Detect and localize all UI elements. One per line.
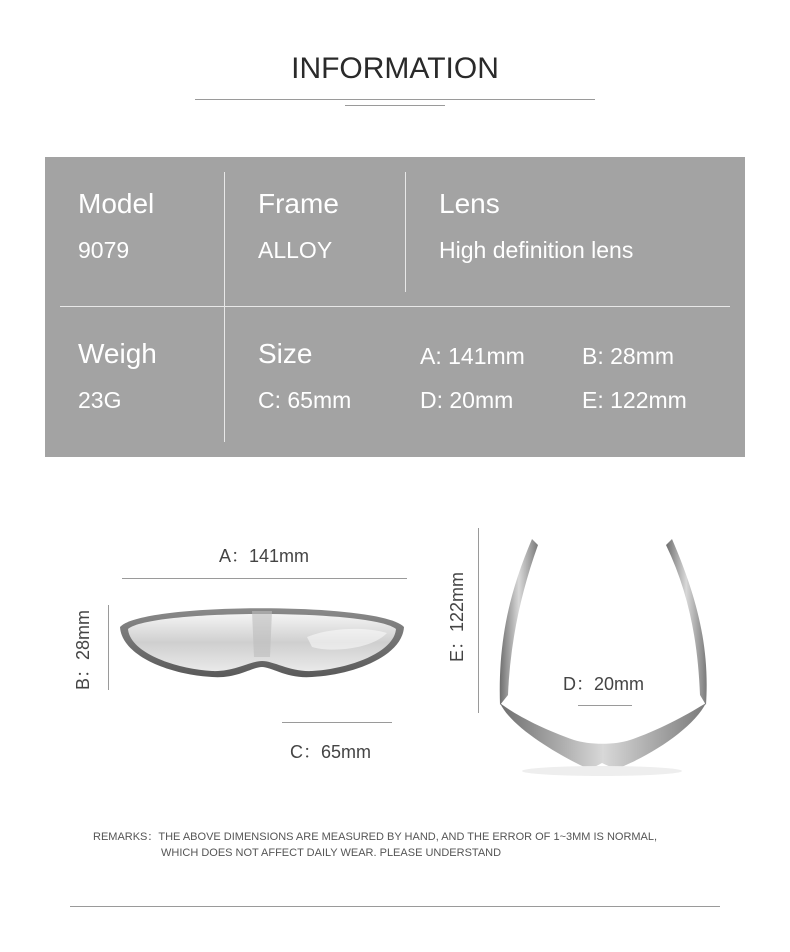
size-label: Size [258,338,313,369]
divider [405,172,406,292]
dimension-diagram [0,500,790,800]
dim-b-label: B：28mm [73,609,94,691]
size-a: A: 141mm [420,343,525,369]
dim-c-line [282,722,392,723]
dim-a-label: A：141mm [219,546,310,566]
bottom-divider [70,906,720,907]
dim-a-line [122,578,407,579]
remarks [93,829,657,861]
dim-d-label: D：20mm [563,674,645,694]
divider [224,172,225,442]
divider [60,306,730,307]
dim-c-label: C：65mm [290,742,372,762]
size-b: B: 28mm [582,343,675,369]
frame-value: ALLOY [258,237,333,263]
page-title: INFORMATION [291,52,499,85]
weigh-value: 23G [78,387,122,413]
dim-e-line [478,528,479,713]
size-c: C: 65mm [258,387,352,413]
weigh-label: Weigh [78,338,157,369]
dim-e-label: E：122mm [447,571,468,663]
dim-b-line [108,605,109,690]
frame-label: Frame [258,188,339,219]
model-label: Model [78,188,155,219]
size-e: E: 122mm [582,387,687,413]
lens-label: Lens [439,188,500,219]
title-divider [195,99,595,100]
remarks-line-2: WHICH DOES NOT AFFECT DAILY WEAR. PLEASE UNDERSTAND [161,847,502,859]
model-value: 9079 [78,237,130,263]
front-view-glasses [112,597,412,692]
dim-d-line [578,705,632,706]
top-view-glasses [490,535,715,780]
lens-value: High definition lens [439,237,634,263]
remarks-line-1: REMARKS：THE ABOVE DIMENSIONS ARE MEASURED BY HAND, AND THE ERROR OF 1~3MM IS NORMAL, [93,831,658,843]
info-panel [45,157,745,457]
size-d: D: 20mm [420,387,514,413]
title-divider-short [345,105,445,106]
